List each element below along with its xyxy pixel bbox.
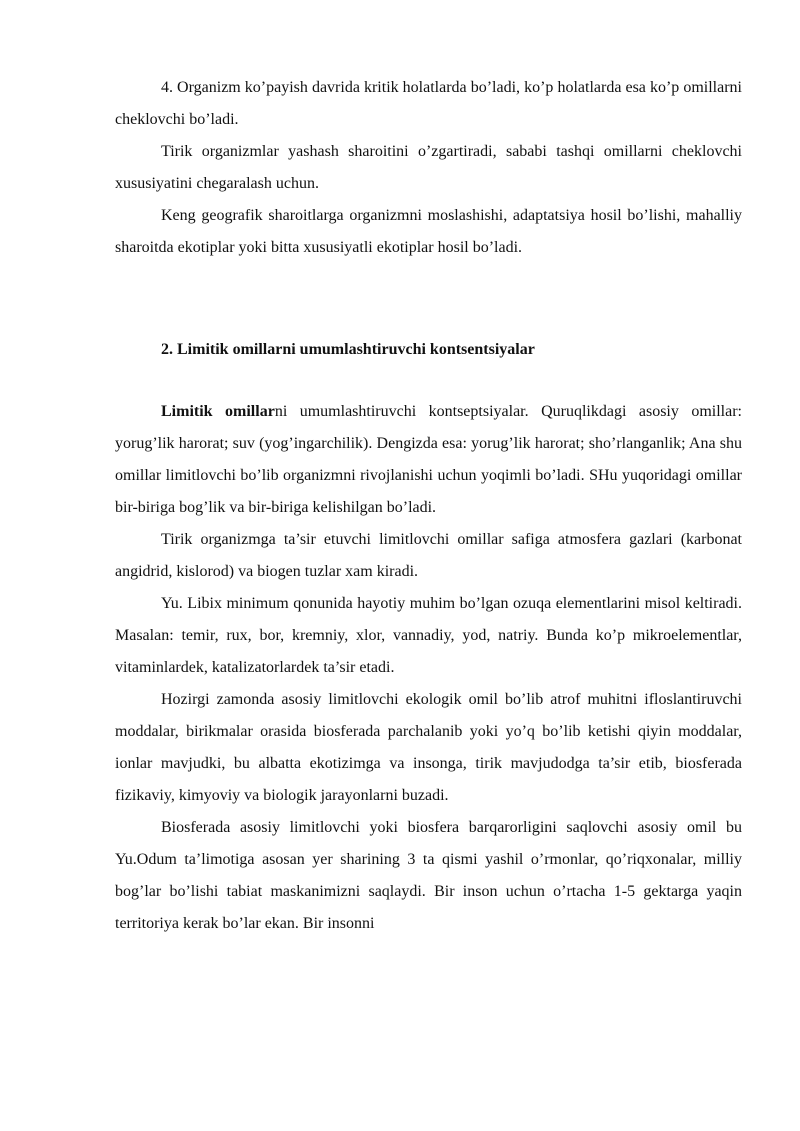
paragraph: Keng geografik sharoitlarga organizmni moslashishi, adaptatsiya hosil bo’lishi, mahalliy sharoitda ekotiplar yoki bitta xususiyatli ekotiplar hosil bo’ladi. bbox=[115, 207, 742, 256]
paragraph-text: ni umumlashtiruvchi kontseptsiyalar. Quruqlikdagi asosiy omillar: yorug’lik harorat; suv (yog’ingarchilik). Dengizda esa: yorug’lik harorat; sho’rlanganlik; Ana shu omillar limitlovchi bo’lib organizmni rivojlanishi uchun yoqimli bo’ladi. SHu yuqoridagi omillar bir-biriga bog’lik va bir-biriga kelishilgan bo’ladi. bbox=[115, 403, 743, 516]
paragraph: Biosferada asosiy limitlovchi yoki biosfera barqarorligini saqlovchi asosiy omil bu Yu.Odum ta’limotiga asosan yer sharining 3 ta qismi yashil o’rmonlar, qo’riqxonalar, milliy bog’lar bo’lishi tabiat maskanimizni saqlaydi. Bir inson uchun o’rtacha 1-5 gektarga yaqin territoriya kerak bo’lar ekan. Bir insonni bbox=[115, 819, 742, 932]
paragraph bbox=[115, 396, 742, 524]
section-body bbox=[115, 396, 742, 940]
section-heading: 2. Limitik omillarni umumlashtiruvchi kontsentsiyalar bbox=[161, 341, 535, 358]
paragraph: Tirik organizmga ta’sir etuvchi limitlovchi omillar safiga atmosfera gazlari (karbonat angidrid, kislorod) va biogen tuzlar xam kiradi. bbox=[115, 531, 742, 580]
paragraph: Hozirgi zamonda asosiy limitlovchi ekologik omil bo’lib atrof muhitni ifloslantiruvchi moddalar, birikmalar orasida biosferada parchalanib yoki yo’q bo’lib ketishi qiyin moddalar, ionlar mavjudki, bu albatta ekotizimga va insonga, tirik mavjudodga ta’sir etib, biosferada fizikaviy, kimyoviy va biologik jarayonlarni buzadi. bbox=[115, 691, 742, 804]
paragraph: Yu. Libix minimum qonunida hayotiy muhim bo’lgan ozuqa elementlarini misol keltiradi. Masalan: temir, rux, bor, kremniy, xlor, vannadiy, yod, natriy. Bunda ko’p mikroelementlar, vitaminlardek, katalizatorlardek ta’sir etadi. bbox=[115, 595, 742, 676]
paragraph: Tirik organizmlar yashash sharoitini o’zgartiradi, sababi tashqi omillarni cheklovchi xususiyatini chegaralash uchun. bbox=[115, 143, 742, 192]
bold-term: Limitik omillar bbox=[161, 403, 275, 420]
paragraph: 4. Organizm ko’payish davrida kritik holatlarda bo’ladi, ko’p holatlarda esa ko’p omillarni cheklovchi bo’ladi. bbox=[115, 79, 742, 128]
intro-section bbox=[115, 72, 742, 264]
